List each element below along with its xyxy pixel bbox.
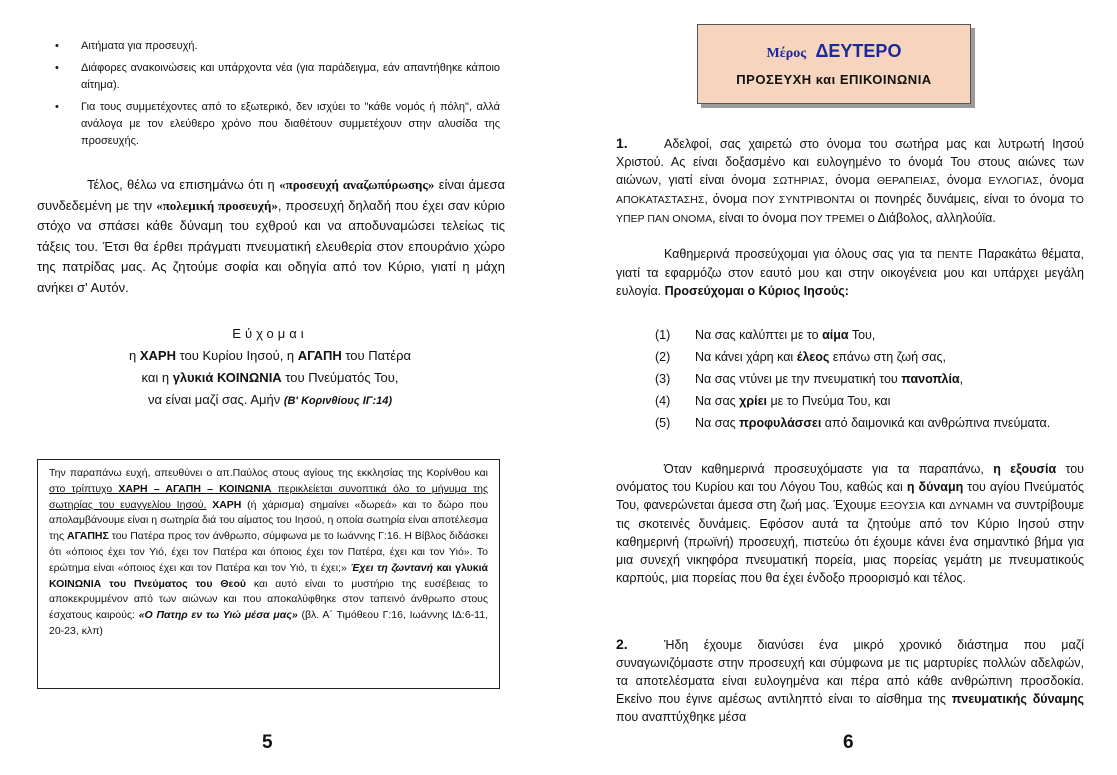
list-item: • Για τους συμμετέχοντες από το εξωτερικό, δεν ισχύει το "κάθε νομός ή πόλη", αλλά ανάλογα με τον ελεύθερο χρόνο που διαθέτουν συμμετέχουν στην αλυσίδα της προσευχής. <box>55 99 500 150</box>
list-item: (5) Να σας προφυλάσσει από δαιμονικά και ανθρώπινα πνεύματα. <box>655 416 1051 430</box>
explanation-box: Την παραπάνω ευχή, απευθύνει ο απ.Παύλος στους αγίους της εκκλησίας της Κορίνθου και στο τρίπτυχο ΧΑΡΗ – ΑΓΑΠΗ – ΚΟΙΝΩΝΙΑ περικλείεται συνοπτικά όλο το μήνυμα της σωτηρίας του ευαγγελίου Ιησού. ΧΑΡΗ (ή χάρισμα) σημαίνει «δωρεά» και το δώρο που απολαμβάνουμε είναι η σωτηρία διά του αίματος του Ιησού, η οποία σωτηρία είναι αποτέλεσμα της ΑΓΑΠΗΣ του Πατέρα προς τον άνθρωπο, σύμφωνα με το Ιωάννης Γ:16. Η Βίβλος διδάσκει ότι «όποιος έχει τον Υιό, έχει τον Πατέρα και όποιος έχει τον Πατέρα, έχει και τον Υιό». Το ερώτημα είναι «όποιος έχει και τον Πατέρα και τον Υιό, τι έχει;» Έχει τη ζωντανή και γλυκιά ΚΟΙΝΩΝΙΑ του Πνεύματος του Θεού και αυτό είναι το μυστήριο της ευσέβειας το αποκεκρυμμένον από των αιώνων και που αποκαλύφθηκε στον ταπεινό άνθρωπο στους έσχατους καιρούς: «Ο Πατηρ εν τω Υιώ μέσα μας» (βλ. Α΄ Τιμόθεου Γ:16, Ιωάννης ΙΔ:6-11, 20-23, κλπ) <box>37 459 500 689</box>
list-item: (2) Να κάνει χάρη και έλεος επάνω στη ζωή σας, <box>655 350 946 364</box>
list-item: • Αιτήματα για προσευχή. <box>55 38 500 55</box>
paragraph-2: Καθημερινά προσεύχομαι για όλους σας για τα ΠΕΝΤΕ Παρακάτω θέματα, γιατί τα εφαρμόζω στον εαυτό μου και στην οικογένεια μου και υπάρχει μεγάλη ευλογία. Προσεύχομαι ο Κύριος Ιησούς: <box>616 247 1084 298</box>
bullet-list <box>55 38 500 155</box>
list-item: (4) Να σας χρίει με το Πνεύμα Του, και <box>655 394 891 408</box>
paragraph-4: 2. Ήδη έχουμε διανύσει ένα μικρό χρονικό διάστημα που μαζί συναγωνιζόμαστε στην προσευχή και σύμφωνα με τις μαρτυρίες πολλών αδελφών, τα αποτελέσματα είναι ευλογημένα και πέρα από κάθε ανθρώπινη προσδοκία. Εκείνο που έγινε αμέσως αντιληπτό είναι το αίσθημα της πνευματικής δύναμης που αναπτύχθηκε μέσα <box>616 636 1084 724</box>
section-title-box <box>697 24 971 104</box>
blessing-line: και η γλυκιά ΚΟΙΝΩΝΙΑ του Πνεύματός Του, <box>141 370 399 385</box>
blessing <box>60 323 480 412</box>
list-item: • Διάφορες ανακοινώσεις και υπάρχοντα νέα (για παράδειγμα, εάν απαντήθηκε κάποιο αίτημα). <box>55 60 500 94</box>
scripture-reference: (Β' Κορινθίους ΙΓ:14) <box>283 395 393 407</box>
list-item: (3) Να σας ντύνει με την πνευματική του πανοπλία, <box>655 372 964 386</box>
blessing-line: να είναι μαζί σας. Αμήν (Β' Κορινθίους ΙΓ:14) <box>147 392 393 407</box>
part-title: Μέρος ΔΕΥΤΕΡΟ <box>766 41 902 61</box>
page-5 <box>0 0 558 775</box>
paragraph-1: 1. Αδελφοί, σας χαιρετώ στο όνομα του σωτήρα μας και λυτρωτή Ιησού Χριστού. Ας είναι δοξασμένο και ευλογημένο το όνομά Του στους αιώνες των αιώνων, γιατί είναι όνομα ΣΩΤΗΡΙΑΣ, όνομα ΘΕΡΑΠΕΙΑΣ, όνομα ΕΥΛΟΓΙΑΣ, όνομα ΑΠΟΚΑΤΑΣΤΑΣΗΣ, όνομα ΠΟΥ ΣΥΝΤΡΙΒΟΝΤΑΙ οι πονηρές δυνάμεις, είναι το όνομα ΤΟ ΥΠΕΡ ΠΑΝ ΟΝΟΜΑ, είναι το όνομα ΠΟΥ ΤΡΕΜΕΙ ο Διάβολος, αλληλούϊα. <box>616 135 1084 225</box>
closing-paragraph: Τέλος, θέλω να επισημάνω ότι η «προσευχή αναζωπύρωσης» είναι άμεσα συνδεδεμένη με την «πολεμική προσευχή», προσευχή δηλαδή που έχει σαν κύριο στόχο να σπάσει κάθε δύναμη του εχθρού και να αποδυναμώσει τελείως τις τάξεις του. Έτσι θα έρθει πράγματι πνευματική ελευθερία στον επουράνιο χώρο της πατρίδας μας. Ας ζητούμε σοφία και οδηγία από τον Κύριο, γιατί η μάχη ανήκει σ' Αυτόν. <box>37 177 506 295</box>
prayer-list <box>655 324 1085 434</box>
list-item: (1) Να σας καλύπτει με το αίμα Του, <box>655 328 876 342</box>
blessing-line: η ΧΑΡΗ του Κυρίου Ιησού, η ΑΓΑΠΗ του Πατέρα <box>129 348 411 363</box>
page-6 <box>558 0 1117 775</box>
page-number: 6 <box>843 732 854 753</box>
page-number: 5 <box>262 732 273 753</box>
paragraph-3: Όταν καθημερινά προσευχόμαστε για τα παραπάνω, η εξουσία του ονόματος του Κυρίου και του Λόγου Του, καθώς και η δύναμη του αγίου Πνεύματός Του, φανερώνεται άμεσα στη ζωή μας. Έχουμε ΕΞΟΥΣΙΑ και ΔΥΝΑΜΗ να συντρίβουμε τις σκοτεινές δυνάμεις. Εφόσον αυτά τα ζητούμε από τον Κύριο Ιησού στην καθημερινή (πρωϊνή) προσευχή, πιστεύω ότι έχουμε κάνει ένα σημαντικό βήμα για μια συνεχή νικηφόρα πνευματική πορεία, μιας πορείας γεμάτη με πνευματικούς καρπούς, μια πορείας που θα έχει ένδοξο προορισμό και τέλος. <box>616 462 1085 585</box>
blessing-heading: Εύχομαι <box>232 326 308 341</box>
part-subtitle: ΠΡΟΣΕΥΧΗ και ΕΠΙΚΟΙΝΩΝΙΑ <box>736 72 932 87</box>
